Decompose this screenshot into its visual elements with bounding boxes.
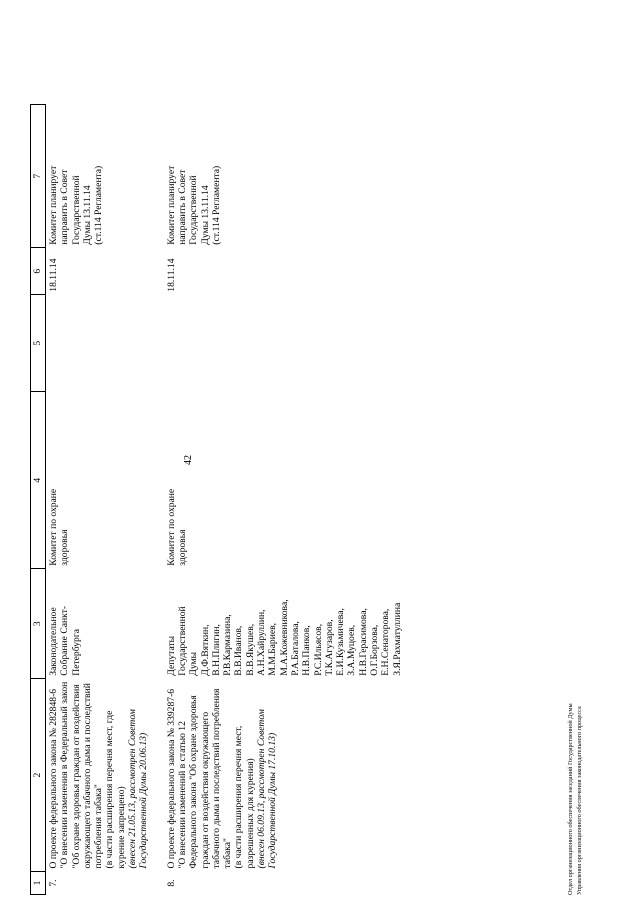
initiator-line: Собрание Санкт- — [59, 605, 71, 676]
initiator-line: А.Н.Хайруллин, — [256, 609, 268, 676]
table-row — [46, 105, 164, 895]
bill-text-line: "О внесении изменений в статью 12 — [176, 721, 188, 869]
initiator-line: Р.С.Ильясов, — [312, 623, 324, 676]
status-line: Государственной — [70, 175, 82, 245]
bill-text-line: табачного дыма и последствий потребления — [210, 688, 222, 869]
initiator-line: Государственной — [176, 606, 188, 676]
committee-line: Комитет по охране — [48, 488, 59, 566]
status-line: Комитет планирует — [48, 165, 59, 245]
bill-text-line: потребления табака" — [93, 784, 105, 869]
bill-title: О проекте федерального закона № 339287-6 — [165, 688, 177, 869]
status-line: Государственной — [188, 175, 200, 245]
bill-text-line: "О внесении изменения в Федеральный закон — [59, 681, 71, 869]
column-header: 7 — [31, 105, 46, 248]
bill-text-line: (в части расширения перечня мест, — [233, 725, 245, 869]
footer-line: Отдел организационного обеспечения заседаний Государственной Думы — [567, 703, 574, 895]
initiators — [164, 569, 417, 679]
column-header: 4 — [31, 392, 46, 569]
initiator-line: В.Н.Плигин, — [210, 624, 222, 676]
table-header-row — [31, 105, 46, 895]
initiator-line: М.М.Бариев, — [267, 622, 279, 676]
bill-note-line: (внесен 21.05.13, рассмотрен Советом — [127, 709, 139, 869]
committee-line: здоровья — [176, 529, 188, 566]
column-header: 5 — [31, 295, 46, 392]
column-header: 2 — [31, 679, 46, 872]
initiator-line: Депутаты — [165, 635, 177, 676]
status-line: Комитет планирует — [165, 165, 177, 245]
status-line: направить в Совет — [176, 169, 188, 245]
bill-text-line: граждан от воздействия окружающего — [199, 711, 211, 869]
initiator-line: Петербурга — [70, 628, 82, 676]
column-5-cell — [164, 295, 417, 392]
page-footer — [566, 703, 584, 895]
initiator-line: О.Г.Борзова, — [369, 624, 381, 676]
column-header: 6 — [31, 248, 46, 295]
status-line: (ст.114 Регламента) — [210, 165, 222, 245]
initiator-line: Законодательное — [48, 607, 59, 676]
status-line: направить в Совет — [59, 169, 71, 245]
bill-text-line: окружающего табачного дыма и последствий — [81, 683, 93, 869]
initiator-line: Н.В.Панков, — [301, 625, 313, 676]
bill-text-line: (в части расширения перечня мест, где — [104, 710, 116, 869]
bill-title: О проекте федерального закона № 282848-6 — [48, 688, 59, 869]
date-cell: 18.11.14 — [48, 258, 59, 292]
initiator-line: Думы — [188, 651, 200, 676]
row-number: 7. — [48, 879, 59, 887]
bill-note-line: (внесен 06.09.13, рассмотрен Советом — [256, 709, 268, 869]
bill-description — [164, 679, 417, 872]
initiator-line: Н.В.Герасимова, — [357, 608, 369, 676]
initiator-line: В.В.Иванов, — [233, 625, 245, 676]
initiator-line: З.А.Муцоев, — [346, 624, 358, 676]
agenda-table — [30, 104, 417, 895]
committee-line: здоровья — [59, 529, 71, 566]
date-cell: 18.11.14 — [165, 258, 177, 292]
status-line: Думы 13.11.14 — [81, 185, 93, 245]
committee — [164, 392, 417, 569]
bill-description — [46, 679, 164, 872]
initiator-line: Д.Ф.Вяткин, — [199, 624, 211, 676]
status-cell — [46, 105, 164, 248]
status-line: (ст.114 Регламента) — [93, 165, 105, 245]
row-number: 8. — [165, 879, 177, 887]
column-header: 3 — [31, 569, 46, 679]
initiator-line: Е.Н.Сенаторова, — [380, 608, 392, 676]
committee-line: Комитет по охране — [165, 488, 177, 566]
bill-text-line: табака" — [222, 838, 234, 869]
bill-text-line: курение запрещено) — [115, 786, 127, 869]
column-5-cell — [46, 295, 164, 392]
column-header: 1 — [31, 872, 46, 895]
bill-text-line: разрешенных для курения) — [244, 758, 256, 869]
initiator-line: З.Я.Рахматуллина — [391, 602, 403, 676]
initiator-line: Р.В.Кармазина, — [222, 614, 234, 676]
footer-line: Управления организационного обеспечения законодательного процесса — [576, 706, 583, 895]
initiators — [46, 569, 164, 679]
initiator-line: М.А.Кожевникова, — [278, 599, 290, 676]
bill-text-line: "Об охране здоровья граждан от воздействия — [70, 684, 82, 869]
table-row — [164, 105, 417, 895]
status-line: Думы 13.11.14 — [199, 185, 211, 245]
initiator-line: Т.К.Агузаров, — [323, 619, 335, 676]
page-number: 42 — [183, 455, 194, 465]
initiator-line: Р.А.Баталова, — [289, 621, 301, 676]
status-cell — [164, 105, 417, 248]
bill-note-line: Государственной Думы 17.10.13) — [267, 732, 279, 869]
initiator-line: В.В.Якушев, — [244, 623, 256, 676]
bill-note-line: Государственной Думы 20.06.13) — [138, 732, 150, 869]
initiator-line: Е.И.Кузьмичева, — [335, 608, 347, 676]
committee — [46, 392, 164, 569]
bill-text-line: Федерального закона "Об охране здоровья — [188, 695, 200, 869]
